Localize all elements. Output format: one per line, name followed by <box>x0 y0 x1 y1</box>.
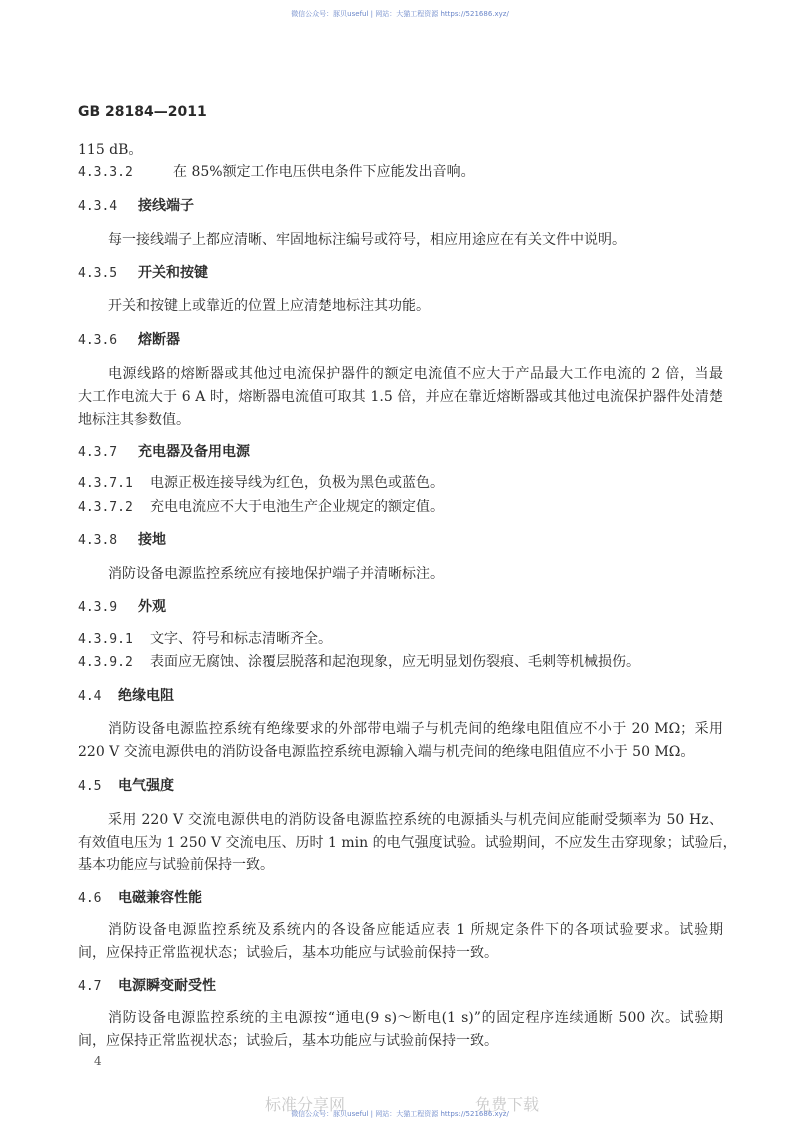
clause-4-3-7-2 <box>78 498 444 516</box>
heading-number: 4.3.7 <box>78 445 118 460</box>
heading-number: 4.3.8 <box>78 533 118 548</box>
clause-text: 电源正极连接导线为红色，负极为黑色或蓝色。 <box>150 475 444 491</box>
clause-text: 表面应无腐蚀、涂覆层脱落和起泡现象，应无明显划伤裂痕、毛刺等机械损伤。 <box>150 654 640 670</box>
heading-number: 4.6 <box>78 891 102 906</box>
heading-4-4 <box>78 687 174 705</box>
paragraph-line: 消防设备电源监控系统应有接地保护端子并清晰标注。 <box>108 566 444 582</box>
paragraph-line: 地标注其参数值。 <box>78 412 190 428</box>
clause-text: 充电电流应不大于电池生产企业规定的额定值。 <box>150 499 444 515</box>
clause-4-3-7-1 <box>78 474 444 492</box>
heading-title: 充电器及备用电源 <box>138 444 250 460</box>
heading-title: 开关和按键 <box>138 265 208 281</box>
paragraph-line: 电源线路的熔断器或其他过电流保护器件的额定电流值不应大于产品最大工作电流的 2 倍，当最 <box>108 366 723 382</box>
standard-number-header: GB 28184—2011 <box>78 104 207 120</box>
clause-number: 4.3.9.2 <box>78 655 133 670</box>
heading-number: 4.3.5 <box>78 266 118 281</box>
clause-text: 文字、符号和标志清晰齐全。 <box>150 631 332 647</box>
paragraph-line: 间，应保持正常监视状态；试验后，基本功能应与试验前保持一致。 <box>78 1033 498 1049</box>
heading-title: 电源瞬变耐受性 <box>118 978 216 994</box>
heading-4-5 <box>78 777 174 795</box>
heading-4-6 <box>78 889 202 907</box>
paragraph-line: 大工作电流大于 6 A 时，熔断器电流值可取其 1.5 倍，并应在靠近熔断器或其他过电流保护器件处清楚 <box>78 389 723 405</box>
heading-title: 绝缘电阻 <box>118 688 174 704</box>
heading-number: 4.5 <box>78 779 102 794</box>
paragraph-line: 220 V 交流电源供电的消防设备电源监控系统电源输入端与机壳间的绝缘电阻值应不小于 50 MΩ。 <box>78 744 695 760</box>
heading-title: 熔断器 <box>138 332 180 348</box>
heading-number: 4.3.9 <box>78 600 118 615</box>
watermark-bottom: 微信公众号：豚贝useful | 网站：大猫工程资源 https://521686.xyz/ <box>291 1110 509 1118</box>
paragraph-line: 每一接线端子上都应清晰、牢固地标注编号或符号，相应用途应在有关文件中说明。 <box>108 232 626 248</box>
clause-number: 4.3.3.2 <box>78 165 133 180</box>
heading-number: 4.7 <box>78 979 102 994</box>
heading-title: 接地 <box>138 532 166 548</box>
paragraph-line: 有效值电压为 1 250 V 交流电压、历时 1 min 的电气强度试验。试验期间，不应发生击穿现象；试验后， <box>78 835 737 851</box>
watermark-right-text: 免费下载 <box>475 1095 540 1114</box>
paragraph-line: 消防设备电源监控系统有绝缘要求的外部带电端子与机壳间的绝缘电阻值应不小于 20 MΩ；采用 <box>108 721 723 737</box>
heading-4-7 <box>78 977 216 995</box>
heading-4-3-9 <box>78 598 166 616</box>
heading-title: 接线端子 <box>138 198 194 214</box>
clause-4-3-3-2 <box>78 163 475 181</box>
paragraph-line: 间，应保持正常监视状态；试验后，基本功能应与试验前保持一致。 <box>78 945 498 961</box>
clause-4-3-9-1 <box>78 630 332 648</box>
clause-4-3-9-2 <box>78 653 640 671</box>
heading-4-3-4 <box>78 197 194 215</box>
heading-number: 4.3.4 <box>78 199 118 214</box>
heading-4-3-6 <box>78 331 180 349</box>
clause-number: 4.3.7.1 <box>78 476 133 491</box>
page-number: 4 <box>94 1054 102 1068</box>
paragraph-line: 开关和按键上或靠近的位置上应清楚地标注其功能。 <box>108 298 430 314</box>
paragraph-line: 基本功能应与试验前保持一致。 <box>78 857 274 873</box>
heading-4-3-7 <box>78 443 250 461</box>
heading-4-3-8 <box>78 531 166 549</box>
heading-title: 外观 <box>138 599 166 615</box>
clause-text: 在 85%额定工作电压供电条件下应能发出音响。 <box>173 164 475 180</box>
watermark-top: 微信公众号：豚贝useful | 网站：大猫工程资源 https://521686.xyz/ <box>291 10 509 18</box>
heading-title: 电磁兼容性能 <box>118 890 202 906</box>
heading-4-3-5 <box>78 264 208 282</box>
clause-number: 4.3.7.2 <box>78 500 133 515</box>
heading-number: 4.3.6 <box>78 333 118 348</box>
paragraph-line: 采用 220 V 交流电源供电的消防设备电源监控系统的电源插头与机壳间应能耐受频率为 50 Hz、 <box>108 812 723 828</box>
heading-number: 4.4 <box>78 689 102 704</box>
paragraph-line: 消防设备电源监控系统的主电源按“通电(9 s)～断电(1 s)”的固定程序连续通断 500 次。试验期 <box>108 1010 723 1026</box>
heading-title: 电气强度 <box>118 778 174 794</box>
paragraph-line: 消防设备电源监控系统及系统内的各设备应能适应表 1 所规定条件下的各项试验要求。试验期 <box>108 922 723 938</box>
paragraph-line: 115 dB。 <box>78 142 143 158</box>
clause-number: 4.3.9.1 <box>78 632 133 647</box>
watermark-left-text: 标准分享网 <box>265 1095 346 1114</box>
